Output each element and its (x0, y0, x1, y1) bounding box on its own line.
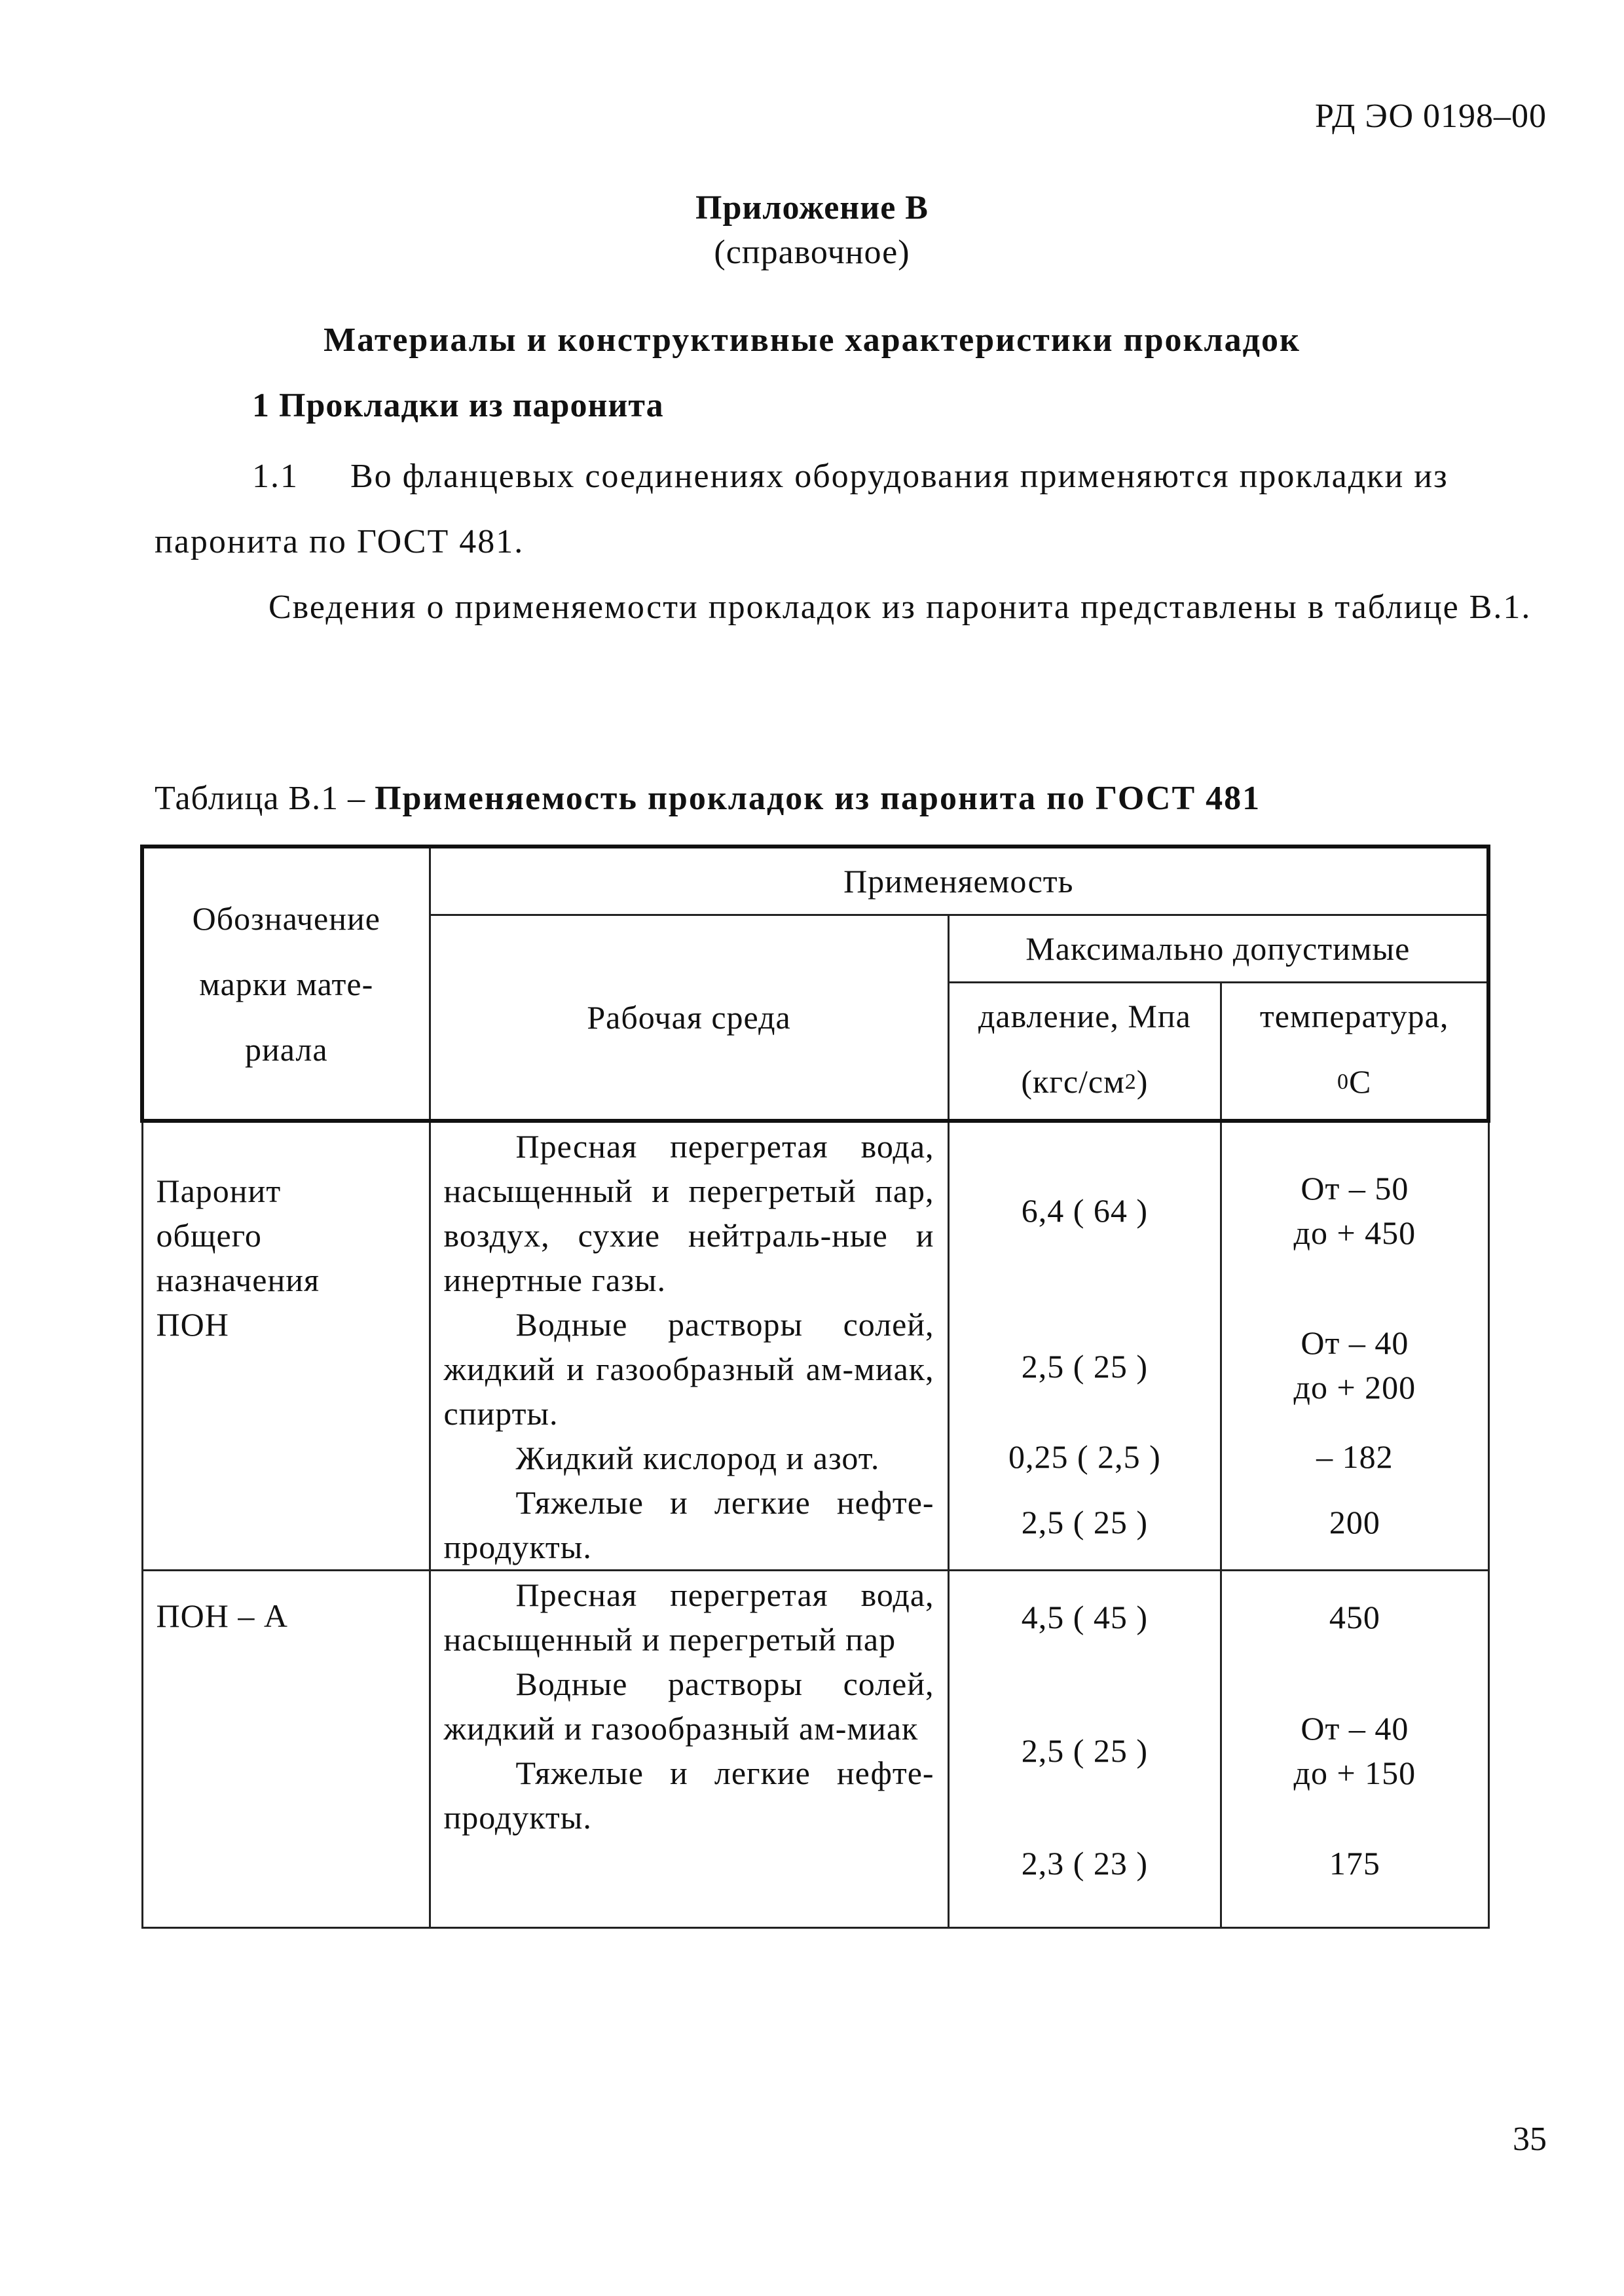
material-line: назначения (156, 1262, 320, 1298)
temperature-cell (1221, 1571, 1488, 1928)
temperature-value: 200 (1329, 1504, 1380, 1540)
paragraph-1-1-continuation: паронита по ГОСТ 481. (155, 523, 525, 560)
table-header (142, 847, 1488, 1121)
temperature-value: 450 (1329, 1599, 1380, 1635)
table-row (142, 1571, 1488, 1928)
header-pressure-sup: 2 (1124, 1070, 1137, 1094)
header-pressure-line2 (950, 1049, 1221, 1119)
table-caption (155, 779, 1261, 818)
section-title: 1 Прокладки из паронита (252, 387, 664, 424)
pressure-value: 4,5 ( 45 ) (1021, 1599, 1149, 1635)
gasket-table (140, 845, 1490, 1929)
pressure-value: 2,5 ( 25 ) (1021, 1732, 1149, 1769)
temperature-value: 175 (1329, 1845, 1380, 1882)
material-line: ПОН – А (156, 1597, 288, 1634)
material-cell (142, 1571, 430, 1928)
temperature-value: до + 200 (1293, 1369, 1416, 1406)
header-temp-unit: С (1348, 1063, 1372, 1100)
header-applicability: Применяемость (430, 847, 1488, 915)
pressure-value: 2,3 ( 23 ) (1021, 1845, 1149, 1882)
table-body (142, 1121, 1488, 1928)
material-cell (142, 1121, 430, 1571)
pressure-value: 6,4 ( 64 ) (1021, 1192, 1149, 1229)
paragraph-number: 1.1 (252, 458, 299, 495)
medium-text: Водные растворы солей, жидкий и газообразный ам-миак (443, 1666, 934, 1747)
medium-cell (430, 1571, 948, 1928)
pressure-value: 0,25 ( 2,5 ) (1008, 1438, 1161, 1475)
document-code: РД ЭО 0198–00 (1315, 98, 1547, 135)
pressure-value: 2,5 ( 25 ) (1021, 1504, 1149, 1540)
medium-text: Тяжелые и легкие нефте-продукты. (443, 1484, 934, 1565)
header-designation-line: Обозначение (192, 900, 380, 937)
medium-text: Водные растворы солей, жидкий и газообразный ам-миак, спирты. (443, 1306, 934, 1432)
header-temp-line1: температура, (1259, 998, 1449, 1034)
header-max-allowed: Максимально допустимые (948, 915, 1488, 983)
header-temp-sup: 0 (1337, 1070, 1349, 1094)
appendix-title: Приложение В (695, 189, 929, 227)
temperature-value: до + 450 (1293, 1214, 1416, 1251)
medium-text: Жидкий кислород и азот. (515, 1440, 880, 1476)
temperature-value: – 182 (1316, 1438, 1393, 1475)
material-line: ПОН (156, 1306, 229, 1343)
header-temp-line2 (1222, 1049, 1486, 1119)
medium-text: Пресная перегретая вода, насыщенный и перегретый пар (443, 1576, 934, 1658)
temperature-cell (1221, 1121, 1488, 1571)
header-designation-line: марки мате- (199, 965, 374, 1002)
material-line: Паронит (156, 1173, 282, 1209)
header-designation-line: риала (244, 1030, 328, 1068)
page-number: 35 (1513, 2121, 1547, 2158)
temperature-value: до + 150 (1293, 1755, 1416, 1791)
paragraph-2: Сведения о применяемости прокладок из паронита представлены в таблице В.1. (268, 589, 1532, 626)
material-line: общего (156, 1217, 262, 1254)
main-title: Материалы и конструктивные характеристики прокладок (323, 321, 1301, 359)
appendix-subtitle: (справочное) (714, 234, 910, 271)
table-caption-prefix: Таблица В.1 – (155, 780, 375, 817)
table-row (142, 1121, 1488, 1571)
paragraph-1-1 (252, 444, 1552, 509)
header-pressure-line1: давление, Мпа (978, 998, 1191, 1034)
header-temperature (1221, 983, 1488, 1121)
header-pressure-close: ) (1136, 1063, 1149, 1100)
paragraph-text: Во фланцевых соединениях оборудования применяются прокладки из (350, 458, 1449, 495)
medium-text: Тяжелые и легкие нефте-продукты. (443, 1755, 934, 1836)
temperature-value: От – 50 (1301, 1170, 1409, 1207)
medium-text: Пресная перегретая вода, насыщенный и перегретый пар, воздух, сухие нейтраль-ные и инертные газы. (443, 1128, 934, 1298)
header-pressure (948, 983, 1221, 1121)
medium-cell (430, 1121, 948, 1571)
pressure-cell (948, 1121, 1221, 1571)
pressure-value: 2,5 ( 25 ) (1021, 1348, 1149, 1385)
table-caption-title: Применяемость прокладок из паронита по ГОСТ 481 (375, 780, 1261, 817)
temperature-value: От – 40 (1301, 1324, 1409, 1361)
header-pressure-unit: (кгс/см (1021, 1063, 1125, 1100)
pressure-cell (948, 1571, 1221, 1928)
header-designation (142, 847, 430, 1121)
header-medium: Рабочая среда (430, 915, 948, 1121)
temperature-value: От – 40 (1301, 1710, 1409, 1747)
